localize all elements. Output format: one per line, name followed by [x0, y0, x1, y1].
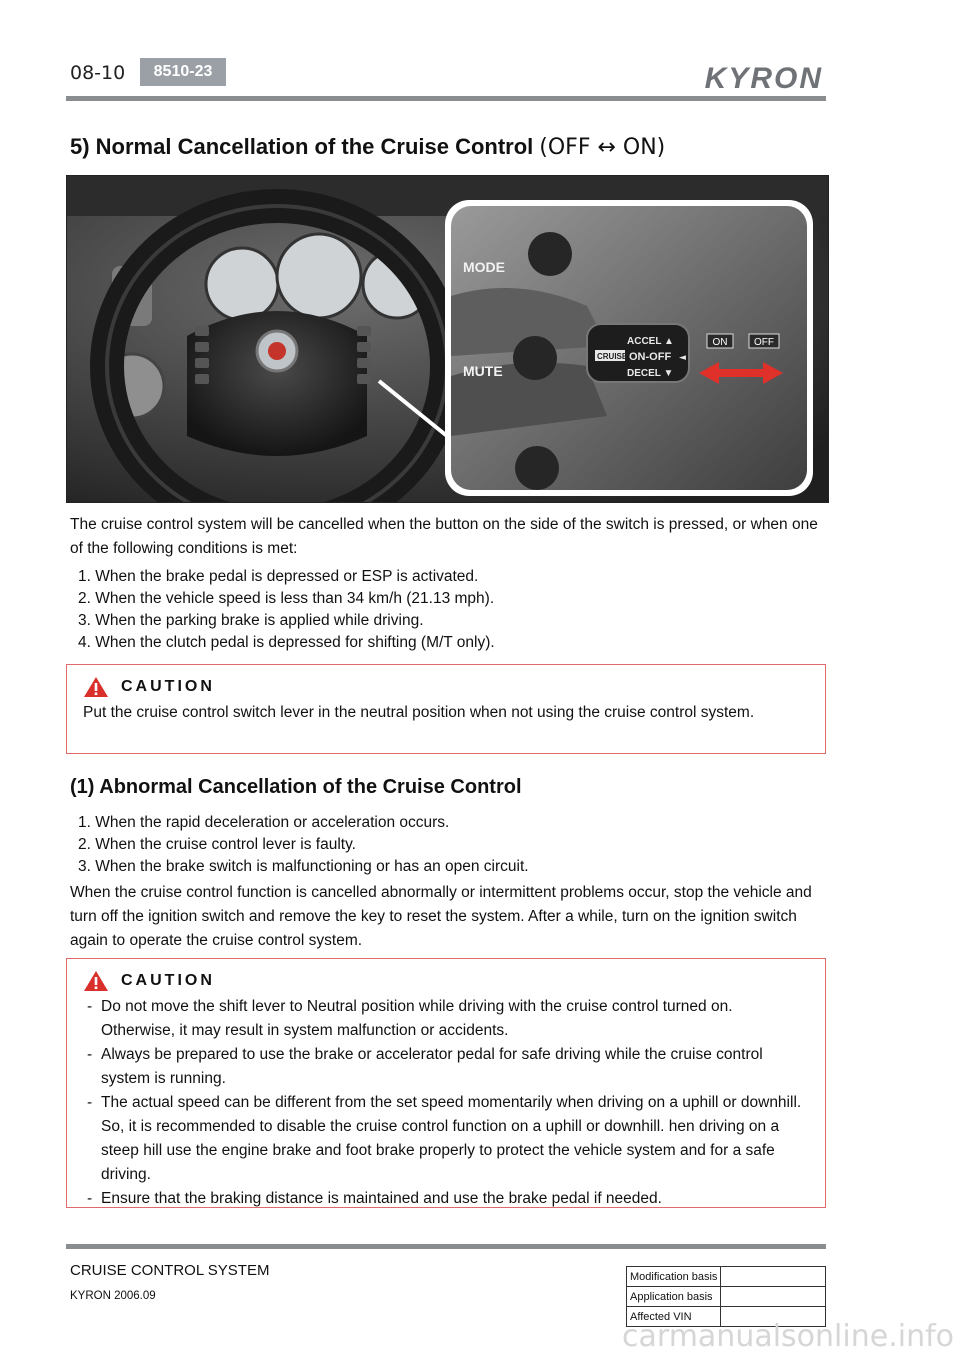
steering-wheel-illustration: [67, 176, 828, 502]
page-number: 08-10: [70, 62, 126, 84]
list-item: 3. When the brake switch is malfunctioning or has an open circuit.: [78, 858, 529, 875]
caution-header: [83, 675, 215, 699]
list-item: - Ensure that the braking distance is maintained and use the brake pedal if needed.: [83, 1187, 809, 1211]
table-cell-value: [721, 1287, 826, 1307]
section-title: [70, 134, 665, 160]
caution-header: [83, 969, 215, 993]
list-item: 4. When the clutch pedal is depressed for shifting (M/T only).: [78, 634, 495, 651]
list-item: 2. When the vehicle speed is less than 34 km/h (21.13 mph).: [78, 590, 495, 607]
table-cell-label: Affected VIN: [627, 1307, 721, 1327]
abnormal-list: [78, 812, 529, 878]
section-code-badge: 8510-23: [140, 58, 226, 86]
footer-rule: [66, 1244, 826, 1249]
svg-text:ON-OFF: ON-OFF: [629, 351, 672, 363]
svg-text:MUTE: MUTE: [463, 363, 503, 379]
list-item: - Always be prepared to use the brake or accelerator pedal for safe driving while the cruise control system is running.: [83, 1043, 809, 1091]
conditions-list: [78, 566, 495, 654]
intro-paragraph: The cruise control system will be cancelled when the button on the side of the switch is pressed, or when one of the following conditions is met:: [70, 516, 818, 557]
warning-triangle-icon: [83, 676, 109, 698]
list-item: 1. When the brake pedal is depressed or ESP is activated.: [78, 568, 479, 585]
caution-text: Put the cruise control switch lever in the neutral position when not using the cruise control system.: [83, 704, 755, 721]
caution-label: CAUTION: [121, 972, 215, 989]
list-item: - Do not move the shift lever to Neutral position while driving with the cruise control turned on. Otherwise, it may result in system malfunction or accidents.: [83, 995, 809, 1043]
svg-text:MODE: MODE: [463, 259, 505, 275]
subsection-title: (1) Abnormal Cancellation of the Cruise Control: [70, 776, 522, 798]
footer-title: CRUISE CONTROL SYSTEM: [70, 1262, 270, 1279]
svg-text:ACCEL ▲: ACCEL ▲: [627, 336, 674, 347]
caution-box-2: [66, 958, 826, 1208]
kyron-logo: [640, 60, 826, 94]
watermark: carmanualsonline.info: [622, 1319, 954, 1354]
list-item: 3. When the parking brake is applied while driving.: [78, 612, 424, 629]
caution-list-wrap: [83, 995, 809, 1211]
steering-wheel-photo: [66, 175, 829, 503]
svg-text:DECEL ▼: DECEL ▼: [627, 368, 674, 379]
table-cell-value: [721, 1267, 826, 1287]
footer-version: KYRON 2006.09: [70, 1290, 156, 1302]
caution-box-1: [66, 664, 826, 754]
info-table: [626, 1266, 826, 1327]
table-row: [627, 1287, 826, 1307]
table-cell-label: Modification basis: [627, 1267, 721, 1287]
section-title-text: 5) Normal Cancellation of the Cruise Control: [70, 134, 534, 159]
header-rule: [66, 96, 826, 101]
svg-text:KYRON: KYRON: [704, 62, 823, 94]
off-callout: OFF: [754, 337, 774, 348]
table-row: [627, 1267, 826, 1287]
caution-list: [83, 995, 809, 1211]
caution-label: CAUTION: [121, 678, 215, 695]
list-item: 2. When the cruise control lever is faulty.: [78, 836, 356, 853]
abnormal-paragraph: When the cruise control function is cancelled abnormally or intermittent problems occur, stop the vehicle and turn off the ignition switch and remove the key to reset the system. After a while, turn on the ignition switch again to operate the cruise control system.: [70, 884, 812, 949]
table-cell-label: Application basis: [627, 1287, 721, 1307]
list-item: - The actual speed can be different from the set speed momentarily when driving on a uphill or downhill. So, it is recommended to disable the cruise control function on a uphill or downhill. hen driving on a steep hill use the engine brake and foot brake properly to protect the vehicle system and for a safe driving.: [83, 1091, 809, 1187]
list-item: 1. When the rapid deceleration or acceleration occurs.: [78, 814, 450, 831]
warning-triangle-icon: [83, 970, 109, 992]
svg-text:◄: ◄: [679, 353, 686, 363]
svg-text:CRUISE: CRUISE: [597, 352, 628, 361]
on-callout: ON: [712, 337, 728, 348]
section-title-suffix: (OFF ↔ ON): [539, 135, 666, 160]
